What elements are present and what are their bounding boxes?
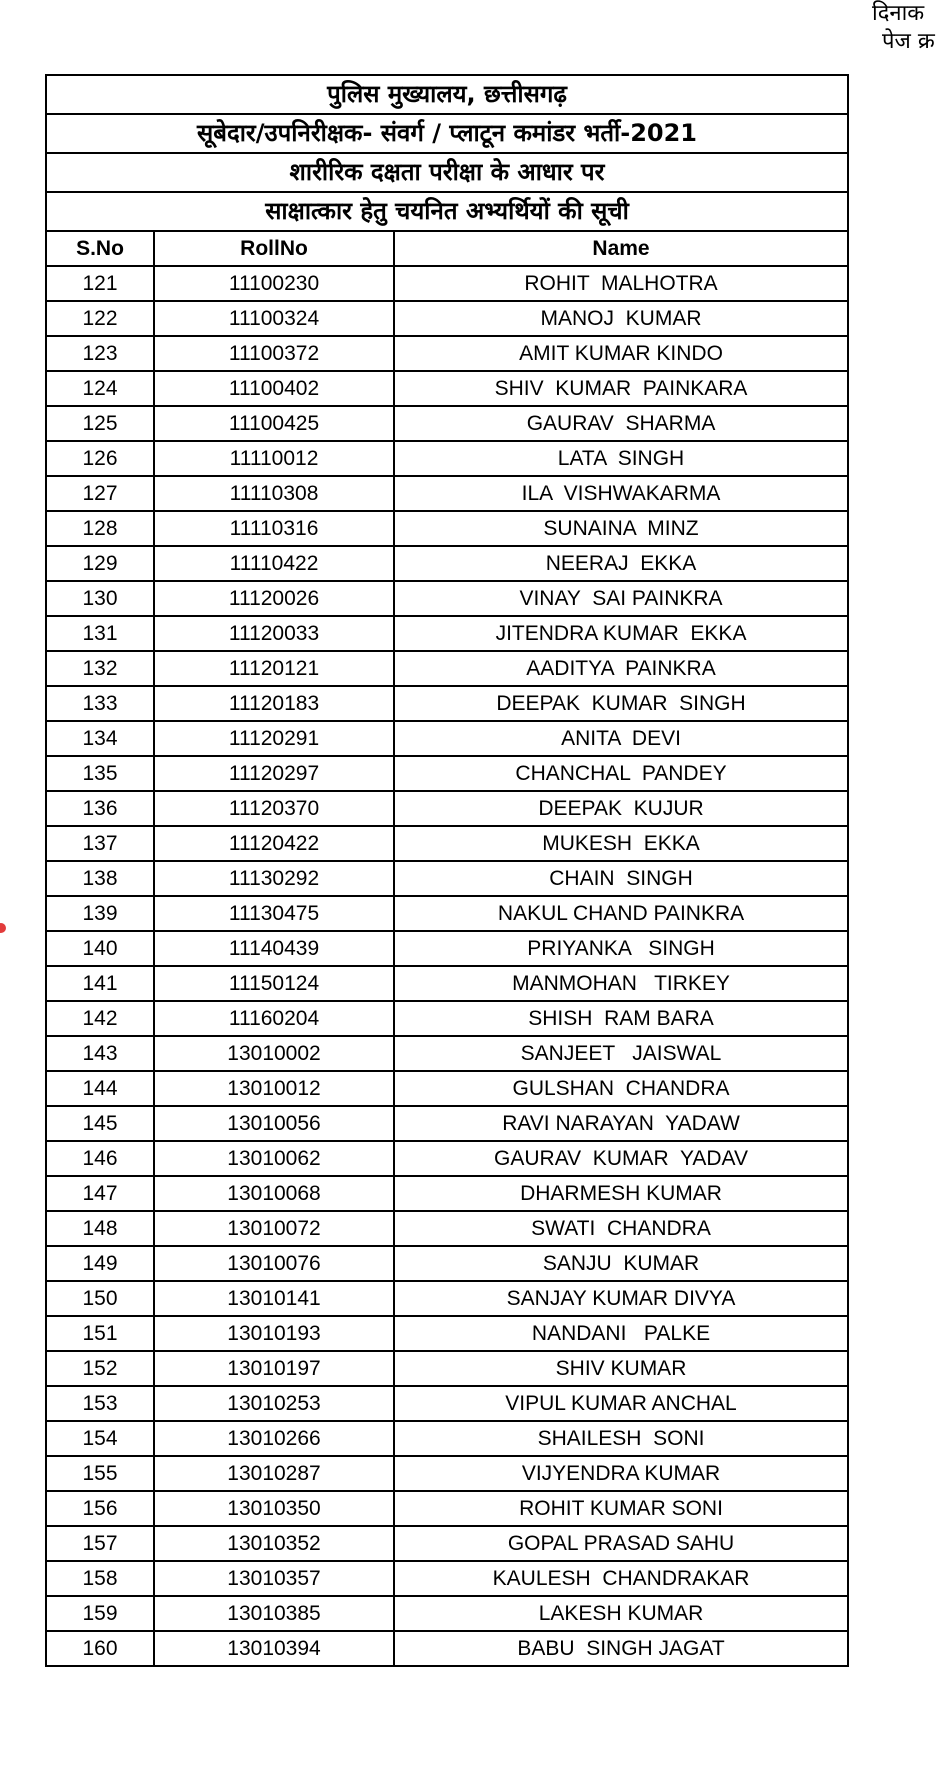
cell-rollno: 11110308 — [154, 476, 394, 511]
table-row — [46, 301, 848, 336]
cell-rollno: 11120291 — [154, 721, 394, 756]
cell-sno: 133 — [46, 686, 154, 721]
cell-name: CHAIN SINGH — [394, 861, 848, 896]
cell-rollno: 11160204 — [154, 1001, 394, 1036]
cell-sno: 132 — [46, 651, 154, 686]
cell-sno: 134 — [46, 721, 154, 756]
table-row — [46, 966, 848, 1001]
cell-rollno: 11140439 — [154, 931, 394, 966]
table-row — [46, 826, 848, 861]
table-row — [46, 371, 848, 406]
cell-rollno: 11120026 — [154, 581, 394, 616]
cell-sno: 128 — [46, 511, 154, 546]
cell-name: DEEPAK KUMAR SINGH — [394, 686, 848, 721]
cell-sno: 157 — [46, 1526, 154, 1561]
table-row — [46, 511, 848, 546]
cell-rollno: 13010141 — [154, 1281, 394, 1316]
table-row — [46, 931, 848, 966]
cell-rollno: 11120033 — [154, 616, 394, 651]
cell-sno: 155 — [46, 1456, 154, 1491]
cell-sno: 158 — [46, 1561, 154, 1596]
cell-sno: 140 — [46, 931, 154, 966]
cell-name: SHIV KUMAR PAINKARA — [394, 371, 848, 406]
cell-rollno: 13010287 — [154, 1456, 394, 1491]
cell-sno: 150 — [46, 1281, 154, 1316]
cell-rollno: 11130292 — [154, 861, 394, 896]
cell-sno: 135 — [46, 756, 154, 791]
cell-name: ANITA DEVI — [394, 721, 848, 756]
cell-rollno: 11100230 — [154, 266, 394, 301]
table-row — [46, 1211, 848, 1246]
table-row — [46, 1246, 848, 1281]
cell-rollno: 11120422 — [154, 826, 394, 861]
cell-sno: 142 — [46, 1001, 154, 1036]
table-row — [46, 1316, 848, 1351]
cell-rollno: 13010012 — [154, 1071, 394, 1106]
cell-sno: 127 — [46, 476, 154, 511]
cell-sno: 130 — [46, 581, 154, 616]
cell-rollno: 13010352 — [154, 1526, 394, 1561]
cell-sno: 126 — [46, 441, 154, 476]
table-row — [46, 406, 848, 441]
cell-rollno: 13010193 — [154, 1316, 394, 1351]
cell-sno: 141 — [46, 966, 154, 1001]
table-row — [46, 1421, 848, 1456]
cell-sno: 151 — [46, 1316, 154, 1351]
cell-rollno: 11100372 — [154, 336, 394, 371]
candidate-list-table — [45, 74, 849, 1667]
cell-name: SANJU KUMAR — [394, 1246, 848, 1281]
cell-name: JITENDRA KUMAR EKKA — [394, 616, 848, 651]
cell-sno: 154 — [46, 1421, 154, 1456]
page-number-label: पेज क्र — [882, 29, 935, 54]
cell-sno: 122 — [46, 301, 154, 336]
cell-name: SUNAINA MINZ — [394, 511, 848, 546]
cell-sno: 137 — [46, 826, 154, 861]
margin-mark — [0, 923, 6, 933]
cell-sno: 139 — [46, 896, 154, 931]
table-row — [46, 651, 848, 686]
column-header-rollno: RollNo — [154, 231, 394, 266]
cell-sno: 153 — [46, 1386, 154, 1421]
cell-rollno: 11120183 — [154, 686, 394, 721]
cell-name: SHAILESH SONI — [394, 1421, 848, 1456]
cell-name: SWATI CHANDRA — [394, 1211, 848, 1246]
cell-sno: 144 — [46, 1071, 154, 1106]
cell-sno: 156 — [46, 1491, 154, 1526]
cell-name: NAKUL CHAND PAINKRA — [394, 896, 848, 931]
table-row — [46, 721, 848, 756]
cell-sno: 143 — [46, 1036, 154, 1071]
list-title: साक्षात्कार हेतु चयनित अभ्यर्थियों की सूची — [46, 192, 848, 231]
cell-name: PRIYANKA SINGH — [394, 931, 848, 966]
cell-rollno: 13010350 — [154, 1491, 394, 1526]
cell-name: DHARMESH KUMAR — [394, 1176, 848, 1211]
cell-rollno: 11150124 — [154, 966, 394, 1001]
cell-rollno: 13010266 — [154, 1421, 394, 1456]
cell-name: DEEPAK KUJUR — [394, 791, 848, 826]
date-label: दिनाक — [872, 1, 925, 26]
cell-name: GOPAL PRASAD SAHU — [394, 1526, 848, 1561]
table-row — [46, 476, 848, 511]
cell-rollno: 11100324 — [154, 301, 394, 336]
cell-rollno: 13010253 — [154, 1386, 394, 1421]
cell-name: ILA VISHWAKARMA — [394, 476, 848, 511]
table-row — [46, 1596, 848, 1631]
table-row — [46, 1071, 848, 1106]
cell-name: GAURAV SHARMA — [394, 406, 848, 441]
cell-rollno: 13010385 — [154, 1596, 394, 1631]
cell-sno: 131 — [46, 616, 154, 651]
cell-rollno: 13010076 — [154, 1246, 394, 1281]
table-row — [46, 1351, 848, 1386]
cell-sno: 152 — [46, 1351, 154, 1386]
corner-note — [872, 0, 937, 56]
table-row — [46, 1491, 848, 1526]
table-row — [46, 616, 848, 651]
table-row — [46, 791, 848, 826]
cell-name: RAVI NARAYAN YADAW — [394, 1106, 848, 1141]
cell-rollno: 11100425 — [154, 406, 394, 441]
table-row — [46, 1001, 848, 1036]
table-row — [46, 1176, 848, 1211]
cell-rollno: 13010072 — [154, 1211, 394, 1246]
cell-rollno: 11120121 — [154, 651, 394, 686]
cell-sno: 123 — [46, 336, 154, 371]
cell-sno: 138 — [46, 861, 154, 896]
cell-name: SHISH RAM BARA — [394, 1001, 848, 1036]
cell-sno: 149 — [46, 1246, 154, 1281]
basis-title: शारीरिक दक्षता परीक्षा के आधार पर — [46, 153, 848, 192]
cell-name: SHIV KUMAR — [394, 1351, 848, 1386]
cell-name: MANOJ KUMAR — [394, 301, 848, 336]
cell-rollno: 13010056 — [154, 1106, 394, 1141]
cell-rollno: 11110316 — [154, 511, 394, 546]
cell-name: ROHIT MALHOTRA — [394, 266, 848, 301]
cell-rollno: 11100402 — [154, 371, 394, 406]
table-row — [46, 1526, 848, 1561]
cell-name: MANMOHAN TIRKEY — [394, 966, 848, 1001]
cell-name: KAULESH CHANDRAKAR — [394, 1561, 848, 1596]
table-row — [46, 1631, 848, 1666]
cell-name: VIJYENDRA KUMAR — [394, 1456, 848, 1491]
table-row — [46, 336, 848, 371]
cell-name: AMIT KUMAR KINDO — [394, 336, 848, 371]
table-row — [46, 686, 848, 721]
cell-sno: 136 — [46, 791, 154, 826]
cell-rollno: 13010068 — [154, 1176, 394, 1211]
column-header-sno: S.No — [46, 231, 154, 266]
column-header-name: Name — [394, 231, 848, 266]
cell-sno: 124 — [46, 371, 154, 406]
cell-rollno: 11110012 — [154, 441, 394, 476]
cell-sno: 145 — [46, 1106, 154, 1141]
cell-name: BABU SINGH JAGAT — [394, 1631, 848, 1666]
cell-sno: 121 — [46, 266, 154, 301]
cell-sno: 146 — [46, 1141, 154, 1176]
cell-rollno: 11110422 — [154, 546, 394, 581]
cell-name: SANJAY KUMAR DIVYA — [394, 1281, 848, 1316]
cell-rollno: 13010002 — [154, 1036, 394, 1071]
cell-rollno: 11130475 — [154, 896, 394, 931]
table-row — [46, 1281, 848, 1316]
table-row — [46, 1386, 848, 1421]
cell-name: NEERAJ EKKA — [394, 546, 848, 581]
cell-rollno: 13010357 — [154, 1561, 394, 1596]
cell-name: AADITYA PAINKRA — [394, 651, 848, 686]
table-row — [46, 1036, 848, 1071]
table-row — [46, 266, 848, 301]
recruitment-title: सूबेदार/उपनिरीक्षक- संवर्ग / प्लाटून कमांडर भर्ती-2021 — [46, 114, 848, 153]
cell-name: MUKESH EKKA — [394, 826, 848, 861]
cell-rollno: 13010197 — [154, 1351, 394, 1386]
cell-name: NANDANI PALKE — [394, 1316, 848, 1351]
cell-sno: 159 — [46, 1596, 154, 1631]
table-row — [46, 896, 848, 931]
table-row — [46, 581, 848, 616]
cell-sno: 160 — [46, 1631, 154, 1666]
cell-rollno: 11120297 — [154, 756, 394, 791]
table-row — [46, 1141, 848, 1176]
table-row — [46, 546, 848, 581]
table-row — [46, 861, 848, 896]
table-row — [46, 441, 848, 476]
cell-rollno: 13010062 — [154, 1141, 394, 1176]
table-row — [46, 1561, 848, 1596]
cell-name: VINAY SAI PAINKRA — [394, 581, 848, 616]
cell-rollno: 13010394 — [154, 1631, 394, 1666]
table-row — [46, 756, 848, 791]
cell-name: SANJEET JAISWAL — [394, 1036, 848, 1071]
office-title: पुलिस मुख्यालय, छत्तीसगढ़ — [46, 75, 848, 114]
cell-sno: 148 — [46, 1211, 154, 1246]
cell-name: LAKESH KUMAR — [394, 1596, 848, 1631]
table-row — [46, 1106, 848, 1141]
cell-name: VIPUL KUMAR ANCHAL — [394, 1386, 848, 1421]
cell-sno: 129 — [46, 546, 154, 581]
cell-rollno: 11120370 — [154, 791, 394, 826]
cell-sno: 147 — [46, 1176, 154, 1211]
table-row — [46, 1456, 848, 1491]
cell-name: LATA SINGH — [394, 441, 848, 476]
cell-sno: 125 — [46, 406, 154, 441]
cell-name: ROHIT KUMAR SONI — [394, 1491, 848, 1526]
cell-name: GULSHAN CHANDRA — [394, 1071, 848, 1106]
cell-name: GAURAV KUMAR YADAV — [394, 1141, 848, 1176]
cell-name: CHANCHAL PANDEY — [394, 756, 848, 791]
